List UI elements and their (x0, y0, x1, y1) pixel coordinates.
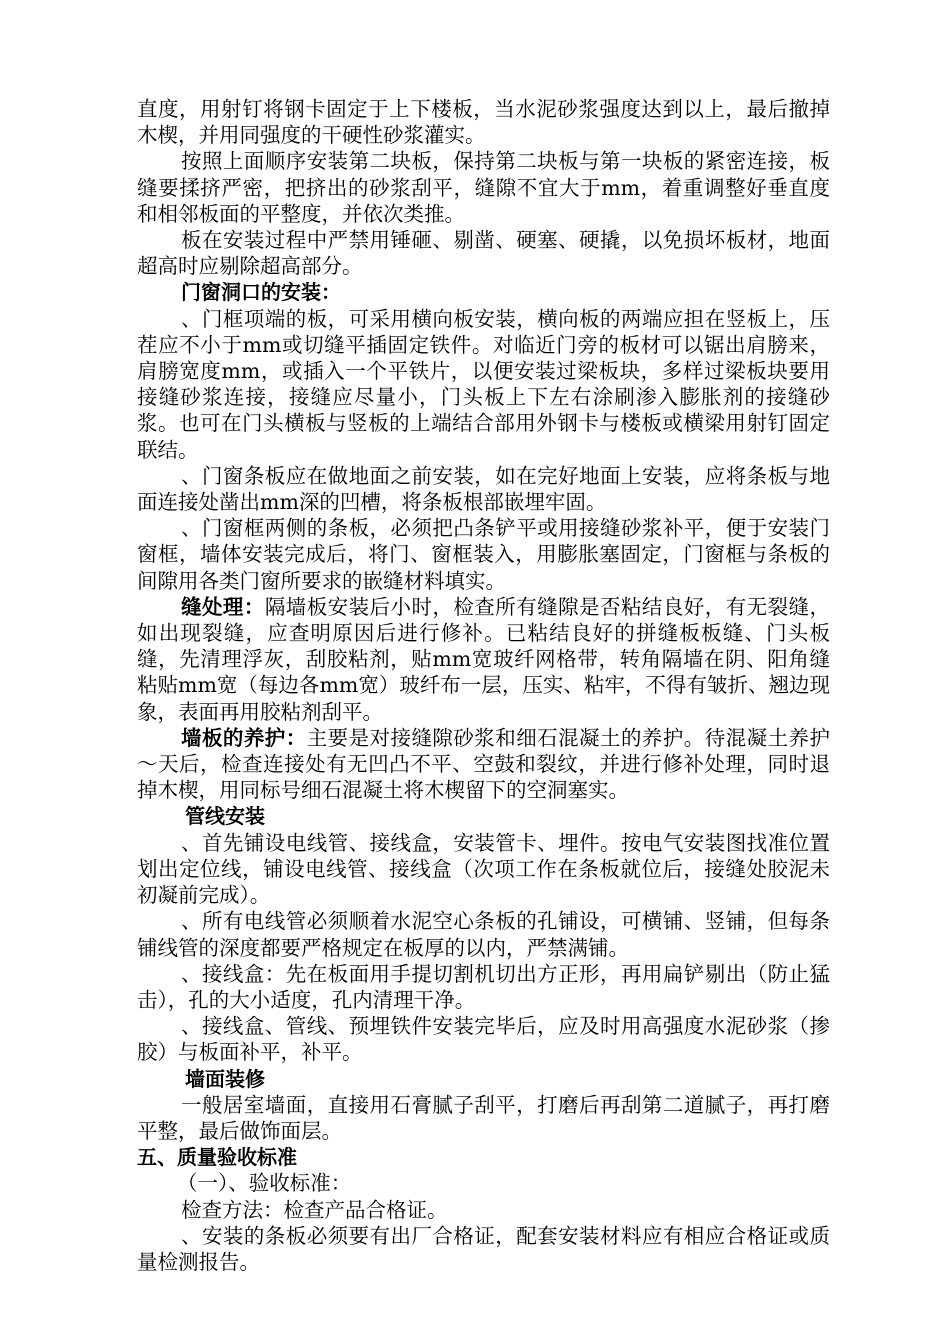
paragraph-p9: 、首先铺设电线管、接线盒，安装管卡、埋件。按电气安装图找准位置划出定位线，铺设电线管、接线盒（次项工作在条板就位后，接缝处胶泥未初凝前完成）。 (137, 830, 830, 908)
paragraph-p15: 、安装的条板必须要有出厂合格证，配套安装材料应有相应合格证或质量检测报告。 (137, 1223, 830, 1274)
subheading-1: （一）、验收标准： (177, 1171, 352, 1196)
paragraph-curing (137, 725, 830, 804)
seam-text: 隔墙板安装后小时，检查所有缝隙是否粘结良好，有无裂缝，如出现裂缝，应查明原因后进行修补。已粘结良好的拼缝板板缝、门头板缝，先清理浮灰，刮胶粘剂，贴mm宽玻纤网格带，转角隔墙在阴、阳角缝粘贴mm宽（每边各mm宽）玻纤布一层，压实、粘牢，不得有皱折、翘边现象，表面再用胶粘剂刮平。 (137, 594, 831, 724)
section-title-5: 五、质量验收标准 (137, 1145, 297, 1170)
heading-door-window: 门窗洞口的安装： (181, 280, 341, 305)
paragraph-p12: 、接线盒、管线、预埋铁件安装完毕后，应及时用高强度水泥砂浆（掺胶）与板面补平，补平。 (137, 1014, 830, 1065)
heading-pipe: 管线安装 (185, 804, 265, 829)
paragraph-p11: 、接线盒：先在板面用手提切割机切出方正形，再用扁铲剔出（防止猛击），孔的大小适度，孔内清理干净。 (137, 961, 830, 1012)
paragraph-p6: 、门窗框两侧的条板，必须把凸条铲平或用接缝砂浆补平，便于安装门窗框，墙体安装完成后，将门、窗框装入，用膨胀塞固定，门窗框与条板的间隙用各类门窗所要求的嵌缝材料填实。 (137, 516, 830, 593)
paragraph-p4: 、门框项端的板，可采用横向板安装，横向板的两端应担在竖板上，压茬应不小于mm或切缝平插固定铁件。对临近门旁的板材可以锯出肩膀来，肩膀宽度mm，或插入一个平铁片，以便安装过梁板块，多样过梁板块要用接缝砂浆连接，接缝应尽量小，门头板上下左右涂刷渗入膨胀剂的接缝砂浆。也可在门头横板与竖板的上端结合部用外钢卡与楼板或横梁用射钉固定联结。 (137, 306, 830, 462)
paragraph-seam (137, 594, 830, 725)
paragraph-p2: 按照上面顺序安装第二块板，保持第二块板与第一块板的紧密连接，板缝要揉挤严密，把挤出的砂浆刮平，缝隙不宜大于mm，着重调整好垂直度和相邻板面的平整度，并依次类推。 (137, 149, 830, 226)
paragraph-p3: 板在安装过程中严禁用锤砸、剔凿、硬塞、硬撬，以免损坏板材，地面超高时应剔除超高部分。 (137, 228, 830, 279)
heading-wall: 墙面装修 (185, 1066, 265, 1091)
seam-label: 缝处理： (181, 594, 265, 619)
document-page (137, 96, 830, 1275)
paragraph-p5: 、门窗条板应在做地面之前安装，如在完好地面上安装，应将条板与地面连接处凿出mm深的凹槽，将条板根部嵌埋牢固。 (137, 463, 830, 515)
paragraph-p10: 、所有电线管必须顺着水泥空心条板的孔铺设，可横铺、竖铺，但每条铺线管的深度都要严格规定在板厚的以内，严禁满铺。 (137, 909, 830, 960)
curing-label: 墙板的养护： (181, 725, 307, 750)
paragraph-p14: 检查方法：检查产品合格证。 (181, 1197, 448, 1222)
curing-text: 主要是对接缝隙砂浆和细石混凝土的养护。待混凝土养护～天后，检查连接处有无凹凸不平、空鼓和裂纹，并进行修补处理，同时退掉木楔，用同标号细石混凝土将木楔留下的空洞塞实。 (137, 725, 831, 803)
paragraph-p1: 直度，用射钉将钢卡固定于上下楼板，当水泥砂浆强度达到以上，最后撤掉木楔，并用同强度的干硬性砂浆灌实。 (137, 97, 830, 148)
paragraph-p13: 一般居室墙面，直接用石膏腻子刮平，打磨后再刮第二道腻子，再打磨平整，最后做饰面层。 (137, 1092, 830, 1143)
